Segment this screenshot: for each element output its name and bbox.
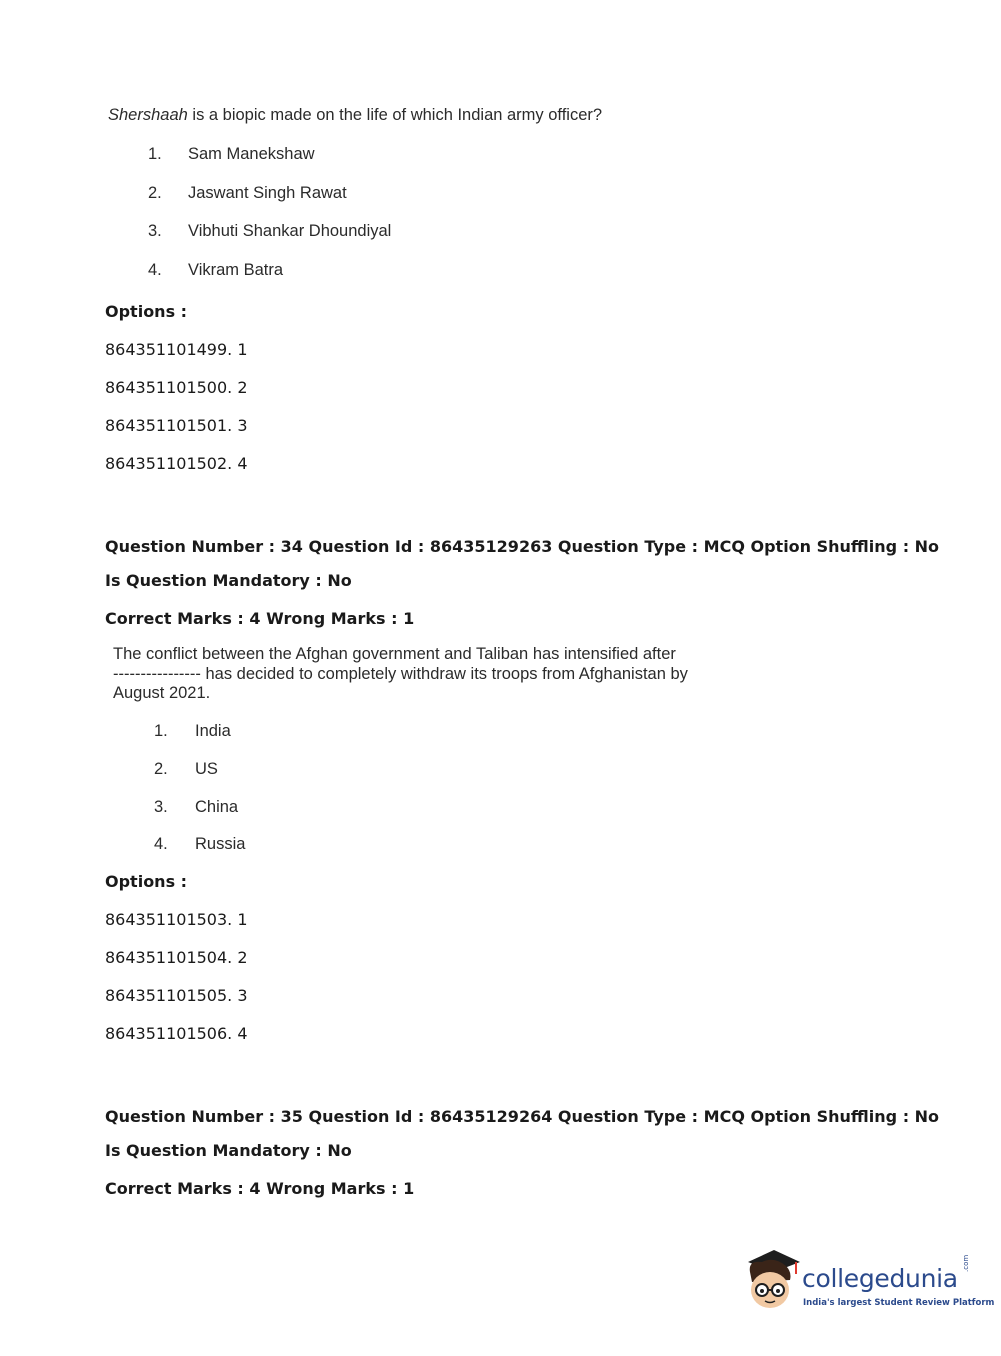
choice-number: 2. xyxy=(154,760,168,778)
option-id: 864351101500. 2 xyxy=(105,378,248,397)
question-35-header: Question Number : 35 Question Id : 86435129264 Question Type : MCQ Option Shuffling : No xyxy=(105,1107,940,1126)
question-33-choice xyxy=(148,184,347,203)
choice-text: Jaswant Singh Rawat xyxy=(188,184,347,202)
choice-number: 2. xyxy=(148,184,162,202)
question-35-mandatory: Is Question Mandatory : No xyxy=(105,1141,352,1160)
question-33-choice xyxy=(148,145,315,164)
option-id: 864351101503. 1 xyxy=(105,910,248,929)
choice-text: Vikram Batra xyxy=(188,261,284,279)
option-id: 864351101501. 3 xyxy=(105,416,248,435)
question-34-choice xyxy=(154,798,238,817)
option-id: 864351101502. 4 xyxy=(105,454,248,473)
logo-name: collegedunia xyxy=(802,1264,958,1293)
collegedunia-logo xyxy=(740,1246,995,1316)
question-34-mandatory: Is Question Mandatory : No xyxy=(105,571,352,590)
question-33-stem-text: is a biopic made on the life of which Indian army officer? xyxy=(187,106,603,124)
option-id: 864351101506. 4 xyxy=(105,1024,248,1043)
choice-text: Vibhuti Shankar Dhoundiyal xyxy=(188,222,392,240)
question-33-choice xyxy=(148,222,391,241)
choice-number: 1. xyxy=(154,722,168,740)
question-34-choice xyxy=(154,835,245,854)
choice-text: Russia xyxy=(195,835,246,853)
question-34-stem-line: August 2021. xyxy=(113,684,211,702)
question-35-marks: Correct Marks : 4 Wrong Marks : 1 xyxy=(105,1179,415,1198)
question-34-header: Question Number : 34 Question Id : 86435129263 Question Type : MCQ Option Shuffling : No xyxy=(105,537,940,556)
question-34-marks: Correct Marks : 4 Wrong Marks : 1 xyxy=(105,609,415,628)
option-id: 864351101505. 3 xyxy=(105,986,248,1005)
choice-text: Sam Manekshaw xyxy=(188,145,315,163)
question-33-choice xyxy=(148,261,283,280)
logo-tagline: India's largest Student Review Platform xyxy=(803,1298,995,1308)
choice-number: 4. xyxy=(148,261,162,279)
options-label: Options : xyxy=(105,302,188,321)
question-33-stem xyxy=(108,106,602,125)
question-34-stem-line: The conflict between the Afghan government and Taliban has intensified after xyxy=(113,645,676,663)
question-33-stem-italic: Shershaah xyxy=(108,106,188,124)
question-34-choice xyxy=(154,722,231,741)
choice-text: US xyxy=(195,760,218,778)
question-34-stem-line: ---------------- has decided to completely withdraw its troops from Afghanistan by xyxy=(113,664,688,683)
question-34-choice xyxy=(154,760,218,779)
choice-text: India xyxy=(195,722,231,740)
option-id: 864351101504. 2 xyxy=(105,948,248,967)
options-label: Options : xyxy=(105,872,188,891)
choice-text: China xyxy=(195,798,239,816)
logo-wordmark xyxy=(802,1264,958,1293)
choice-number: 1. xyxy=(148,145,162,163)
choice-number: 3. xyxy=(154,798,168,816)
logo-tld: .com xyxy=(962,1254,970,1272)
option-id: 864351101499. 1 xyxy=(105,340,248,359)
mascot-icon xyxy=(740,1246,802,1312)
choice-number: 4. xyxy=(154,835,168,853)
question-34-stem xyxy=(113,645,733,704)
choice-number: 3. xyxy=(148,222,162,240)
